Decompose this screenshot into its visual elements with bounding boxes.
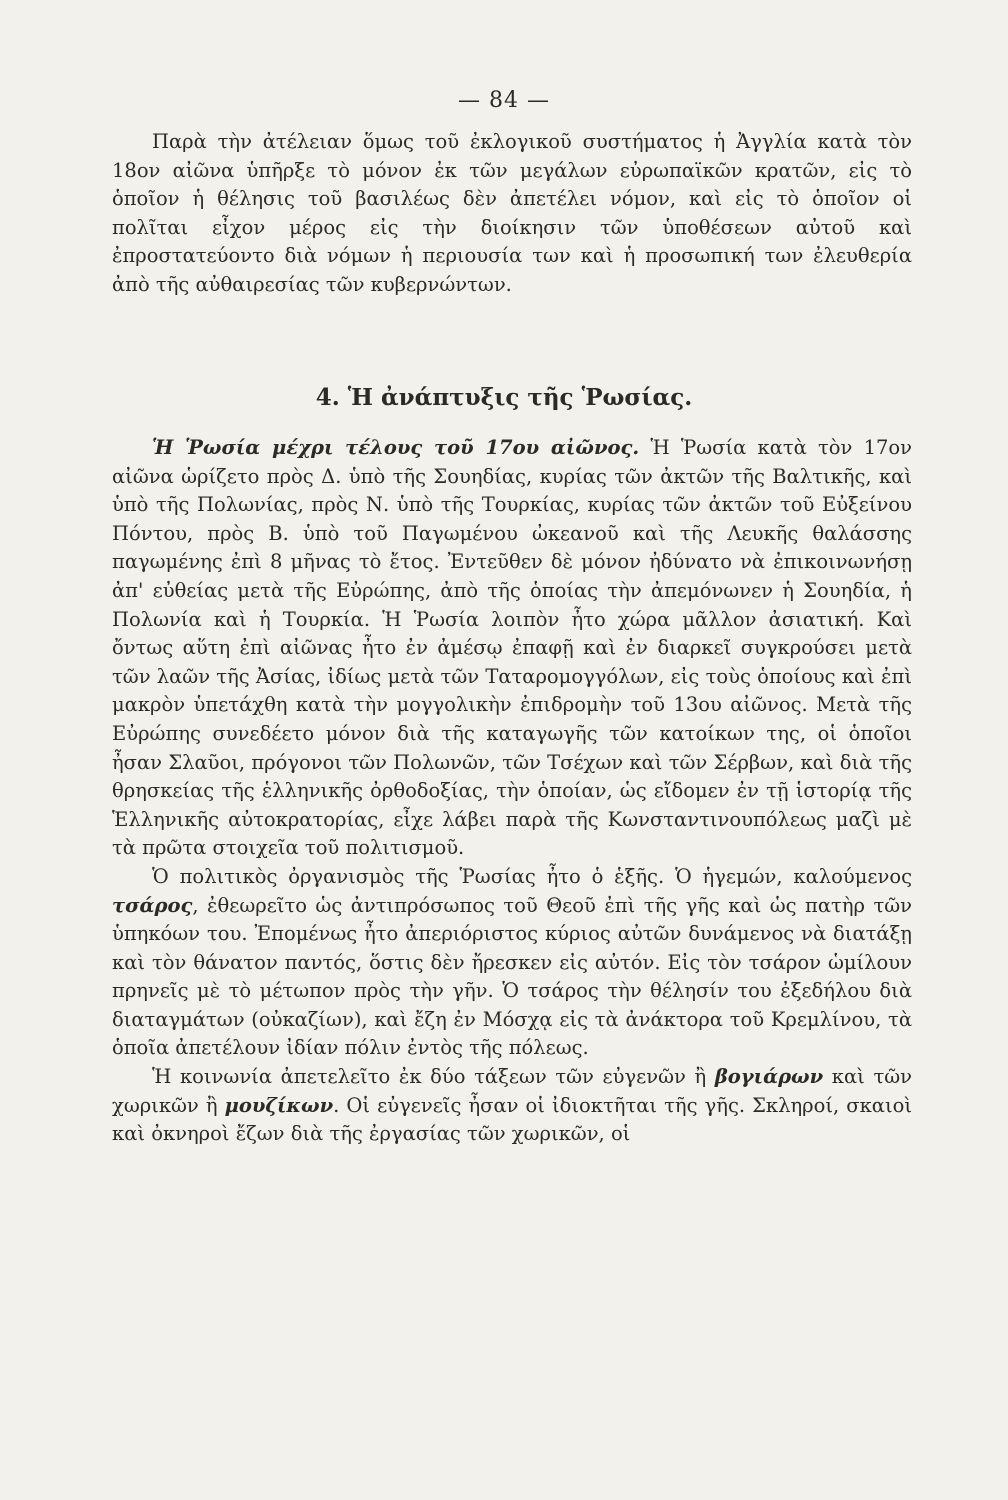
paragraph-russia-borders: [112, 434, 912, 863]
paragraph-text-after: . Οἱ εὐγενεῖς ἦσαν οἱ ἰδιοκτῆται τῆς γῆς. Σκληροί, σκαιοὶ καὶ ὀκνηροὶ ἔζων διὰ τῆς ἐργασίας τῶν χωρικῶν, οἱ: [112, 1093, 912, 1146]
term-tsar: τσάρος: [112, 893, 193, 917]
section-heading: 4. Ἡ ἀνάπτυξις τῆς Ῥωσίας.: [315, 384, 693, 411]
paragraph-lead-title: Ἡ Ῥωσία μέχρι τέλους τοῦ 17ου αἰῶνος.: [152, 436, 640, 459]
intro-paragraph-block: [112, 128, 912, 300]
term-muzhiks: μουζίκων: [224, 1093, 334, 1117]
paragraph-political-organization: [112, 863, 912, 1063]
paragraph-text-middle: καὶ τῶν χωρικῶν ἢ: [112, 1065, 912, 1117]
section-body: [112, 434, 912, 1149]
paragraph-text: Ἡ Ῥωσία κατὰ τὸν 17ον αἰῶνα ὡρίζετο πρὸς Δ. ὑπὸ τῆς Σουηδίας, κυρίας τῶν ἀκτῶν τῆς Βαλτικῆς, καὶ ὑπὸ τῆς Πολωνίας, πρὸς Ν. ὑπὸ τῆς Τουρκίας, κυρίας τῶν ἀκτῶν τοῦ Εὐξείνου Πόντου, πρὸς Β. ὑπὸ τοῦ Παγωμένου ὠκεανοῦ καὶ τῆς Λευκῆς θαλάσσης παγωμένης ἐπὶ 8 μῆνας τὸ ἔτος. Ἐντεῦθεν δὲ μόνον ἠδύνατο νὰ ἐπικοινωνήσῃ ἀπ' εὐθείας μετὰ τῆς Εὐρώπης, ἀπὸ τῆς ὁποίας τὴν ἀπεμόνωνεν ἡ Σουηδία, ἡ Πολωνία καὶ ἡ Τουρκία. Ἡ Ῥωσία λοιπὸν ἦτο χώρα μᾶλλον ἀσιατική. Καὶ ὄντως αὕτη ἐπὶ αἰῶνας ἦτο ἐν ἀμέσῳ ἐπαφῇ καὶ ἐν διαρκεῖ συγκρούσει μετὰ τῶν λαῶν τῆς Ἀσίας, ἰδίως μετὰ τῶν Ταταρομογγόλων, εἰς τοὺς ὁποίους καὶ ἐπὶ μακρὸν ὑπετάχθη κατὰ τὴν μογγολικὴν ἐπιδρομὴν τοῦ 13ου αἰῶνος. Μετὰ τῆς Εὐρώπης συνεδέετο μόνον διὰ τῆς καταγωγῆς τῶν κατοίκων της, οἱ ὁποῖοι ἦσαν Σλαῦοι, πρόγονοι τῶν Πολωνῶν, τῶν Τσέχων καὶ τῶν Σέρβων, καὶ διὰ τῆς θρησκείας τῆς ἑλληνικῆς ὀρθοδοξίας, τὴν ὁποίαν, ὡς εἴδομεν ἐν τῇ ἱστορίᾳ τῆς Ἑλληνικῆς αὐτοκρατορίας, εἶχε λάβει παρὰ τῆς Κωνσταντινουπόλεως μαζὶ μὲ τὰ πρῶτα στοιχεῖα τοῦ πολιτισμοῦ.: [112, 436, 912, 860]
paragraph-text-after: , ἐθεωρεῖτο ὡς ἀντιπρόσωπος τοῦ Θεοῦ ἐπὶ τῆς γῆς καὶ ὡς πατὴρ τῶν ὑπηκόων του. Ἐπομένως ἦτο ἀπεριόριστος κύριος αὐτῶν δυνάμενος νὰ διατάξῃ καὶ τὸν θάνατον παντός, ὅστις δὲν ἤρεσκεν εἰς αὐτόν. Εἰς τὸν τσάρον ὡμίλουν πρηνεῖς μὲ τὸ μέτωπον πρὸς τὴν γῆν. Ὁ τσάρος τὴν θέλησίν του ἐξεδήλου διὰ διαταγμάτων (οὐκαζίων), καὶ ἔζη ἐν Μόσχᾳ εἰς τὰ ἀνάκτορα τοῦ Κρεμλίνου, τὰ ὁποῖα ἀπετέλουν ἰδίαν πόλιν ἐντὸς τῆς πόλεως.: [112, 893, 912, 1060]
paragraph-society: [112, 1063, 912, 1149]
paragraph-text-before: Ἡ κοινωνία ἀπετελεῖτο ἐκ δύο τάξεων τῶν εὐγενῶν ἢ: [152, 1065, 715, 1089]
paragraph-text-before: Ὁ πολιτικὸς ὀργανισμὸς τῆς Ῥωσίας ἦτο ὁ ἑξῆς. Ὁ ἡγεμών, καλούμενος: [152, 864, 912, 888]
page-number: — 84 —: [458, 88, 550, 113]
intro-paragraph: Παρὰ τὴν ἀτέλειαν ὅμως τοῦ ἐκλογικοῦ συστήματος ἡ Ἀγγλία κατὰ τὸν 18ον αἰῶνα ὑπῆρξε τὸ μόνον ἐκ τῶν μεγάλων εὐρωπαϊκῶν κρατῶν, εἰς τὸ ὁποῖον ἡ θέλησις τοῦ βασιλέως δὲν ἀπετέλει νόμον, καὶ εἰς τὸ ὁποῖον οἱ πολῖται εἶχον μέρος εἰς τὴν διοίκησιν τῶν ὑποθέσεων αὐτοῦ καὶ ἐπροστατεύοντο διὰ νόμων ἡ περιουσία των καὶ ἡ προσωπική των ἐλευθερία ἀπὸ τῆς αὐθαιρεσίας τῶν κυβερνώντων.: [112, 130, 912, 296]
term-boyars: βογιάρων: [714, 1065, 824, 1089]
